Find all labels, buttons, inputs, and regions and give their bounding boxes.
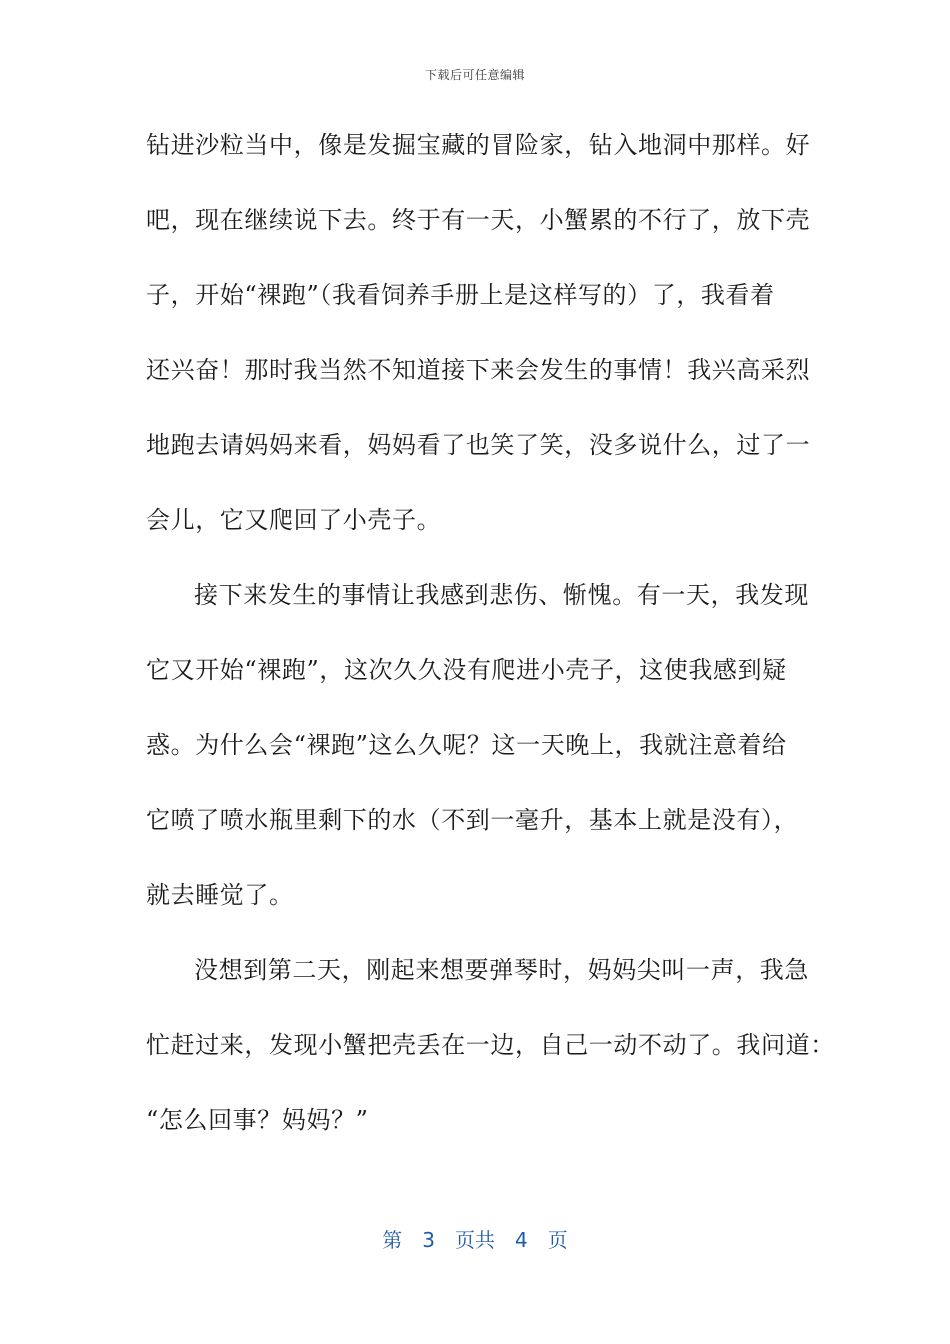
text-line: 它喷了喷水瓶里剩下的水（不到一毫升，基本上就是没有）， — [146, 806, 799, 834]
paragraph-start-line: 接下来发生的事情让我感到悲伤、惭愧。有一天，我发现 — [194, 581, 809, 609]
text-line: 就去睡觉了。 — [146, 881, 294, 909]
text-line: 它又开始“裸跑”，这次久久没有爬进小壳子，这使我感到疑 — [146, 656, 787, 684]
text-line: 惑。为什么会“裸跑”这么久呢？这一天晚上，我就注意着给 — [146, 731, 787, 759]
document-body — [146, 108, 835, 1158]
page-prefix: 第 — [382, 1228, 403, 1252]
page-footer — [0, 1224, 950, 1253]
page-suffix: 页 — [547, 1228, 568, 1252]
text-line: 忙赶过来，发现小蟹把壳丢在一边，自己一动不动了。我问道： — [146, 1031, 835, 1059]
paragraph-start-line: 没想到第二天，刚起来想要弹琴时，妈妈尖叫一声，我急 — [194, 956, 809, 984]
total-pages-number: 4 — [515, 1228, 528, 1252]
text-line: “怎么回事？妈妈？” — [146, 1106, 369, 1134]
text-line: 地跑去请妈妈来看，妈妈看了也笑了笑，没多说什么，过了一 — [146, 431, 811, 459]
current-page-number: 3 — [422, 1228, 435, 1252]
text-line: 会儿，它又爬回了小壳子。 — [146, 506, 442, 534]
page-mid: 页共 — [455, 1228, 495, 1252]
header-note: 下载后可任意编辑 — [424, 68, 525, 82]
text-line: 钻进沙粒当中，像是发掘宝藏的冒险家，钻入地洞中那样。好 — [146, 131, 811, 159]
text-line: 子，开始“裸跑”（我看饲养手册上是这样写的）了，我看着 — [146, 281, 775, 309]
text-line: 还兴奋！那时我当然不知道接下来会发生的事情！我兴高采烈 — [146, 356, 811, 384]
text-line: 吧，现在继续说下去。终于有一天，小蟹累的不行了，放下壳 — [146, 206, 811, 234]
